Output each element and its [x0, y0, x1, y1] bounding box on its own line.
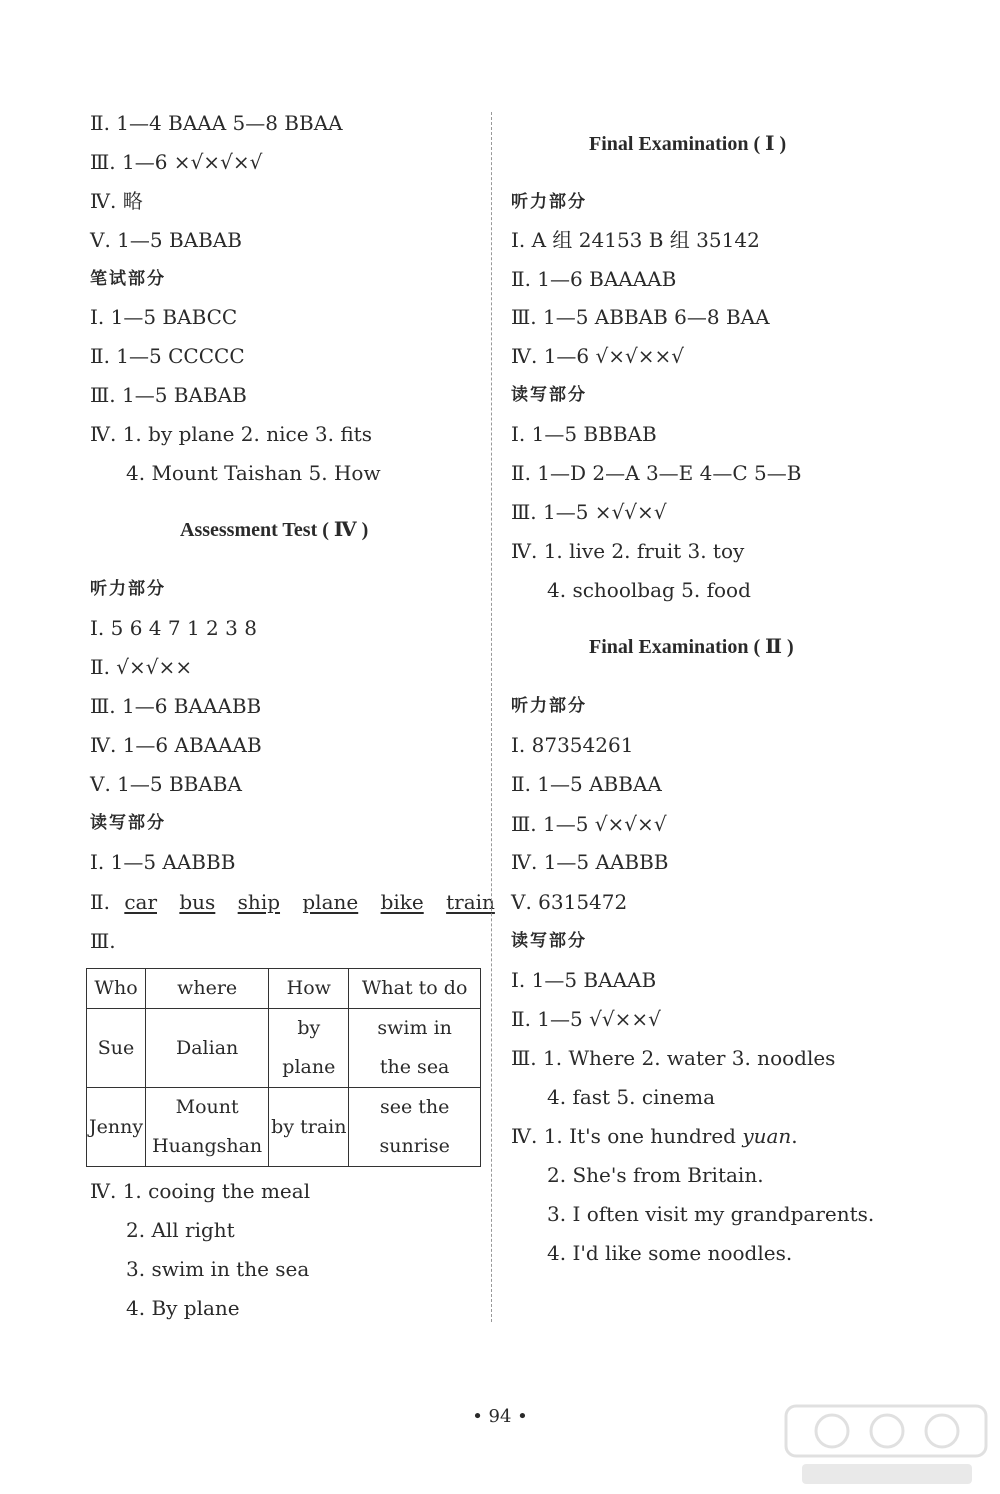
section-label: 读写部分	[511, 931, 587, 951]
section-heading: Assessment Test ( Ⅳ )	[180, 519, 369, 541]
italic-word: yuan	[742, 1124, 792, 1148]
table-row	[87, 1088, 481, 1167]
table-cell: What to do	[349, 969, 480, 1009]
answer-line: Ⅲ. 1—6 BAAABB	[90, 694, 262, 718]
answer-line: Ⅱ. 1—4 BAAA 5—8 BBAA	[90, 111, 343, 135]
section-label: 读写部分	[511, 385, 587, 405]
answer-line: Ⅲ. 1—5 √×√×√	[511, 812, 667, 836]
answer-line: 3. I often visit my grandparents.	[547, 1202, 875, 1226]
answer-line: Ⅰ. 1—5 BBBAB	[511, 422, 657, 446]
answer-line: Ⅱ. 1—D 2—A 3—E 4—C 5—B	[511, 461, 802, 485]
answer-line: 2. She's from Britain.	[547, 1163, 764, 1187]
answer-line: Ⅱ. 1—5 CCCCC	[90, 344, 245, 368]
section-label: 听力部分	[511, 192, 587, 212]
underlined-word: plane	[302, 890, 359, 914]
table-cell: Who	[87, 969, 146, 1009]
answer-line: Ⅳ. 1. live 2. fruit 3. toy	[511, 539, 745, 563]
answer-line: Ⅳ. 略	[90, 189, 143, 213]
section-label: 听力部分	[90, 579, 166, 599]
answer-line: Ⅰ. 5 6 4 7 1 2 3 8	[90, 616, 257, 640]
section-label: 读写部分	[90, 813, 166, 833]
answer-line: Ⅴ. 1—5 BABAB	[90, 228, 242, 252]
page-number: • 94 •	[472, 1406, 528, 1427]
answer-line: Ⅳ. 1—6 √×√××√	[511, 344, 685, 368]
table-cell: Sue	[87, 1009, 146, 1088]
answer-line: Ⅴ. 1—5 BBABA	[90, 772, 242, 796]
table-cell: Mount Huangshan	[146, 1088, 269, 1167]
table-cell: see the sunrise	[349, 1088, 480, 1167]
table-cell: where	[146, 969, 269, 1009]
answer-line: Ⅳ. 1. cooing the meal	[90, 1179, 311, 1203]
answer-line: Ⅱ. 1—6 BAAAAB	[511, 267, 677, 291]
underlined-word: train	[446, 890, 495, 914]
watermark-logo-icon	[782, 1400, 992, 1490]
table-cell: Jenny	[87, 1088, 146, 1167]
answer-line: Ⅰ. 87354261	[511, 733, 634, 757]
answer-line: Ⅳ. 1—6 ABAAAB	[90, 733, 262, 757]
answer-text: .	[791, 1124, 798, 1148]
answer-line: Ⅱ. 1—5 √√××√	[511, 1007, 661, 1031]
section-heading: Final Examination ( Ⅰ )	[589, 133, 787, 155]
answer-line: 4. fast 5. cinema	[547, 1085, 716, 1109]
table-cell: by train	[269, 1088, 349, 1167]
answer-line: Ⅰ. 1—5 BAAAB	[511, 968, 657, 992]
table-header-row	[87, 969, 481, 1009]
answer-line: 4. Mount Taishan 5. How	[126, 461, 381, 485]
underlined-word: bike	[380, 890, 424, 914]
table-cell: Dalian	[146, 1009, 269, 1088]
answer-line: Ⅴ. 6315472	[511, 890, 628, 914]
table-cell: by plane	[269, 1009, 349, 1088]
answer-line: Ⅲ.	[90, 929, 116, 953]
answer-line: Ⅳ. 1. by plane 2. nice 3. fits	[90, 422, 372, 446]
column-divider	[491, 112, 492, 1322]
answer-line: Ⅲ. 1—5 ×√√×√	[511, 500, 667, 524]
answer-line: Ⅲ. 1. Where 2. water 3. noodles	[511, 1046, 836, 1070]
answer-line: 2. All right	[126, 1218, 235, 1242]
answer-line: Ⅰ. A 组 24153 B 组 35142	[511, 228, 760, 252]
answer-line: 4. I'd like some noodles.	[547, 1241, 793, 1265]
table-cell: How	[269, 969, 349, 1009]
answer-line: Ⅲ. 1—6 ×√×√×√	[90, 150, 263, 174]
answer-line: 3. swim in the sea	[126, 1257, 310, 1281]
table-row	[87, 1009, 481, 1088]
answer-line: Ⅰ. 1—5 AABBB	[90, 850, 236, 874]
answer-line: 4. By plane	[126, 1296, 240, 1320]
answer-line: 4. schoolbag 5. food	[547, 578, 751, 602]
section-heading: Final Examination ( Ⅱ )	[589, 636, 794, 658]
answer-line: Ⅱ. 1—5 ABBAA	[511, 772, 662, 796]
item-number: Ⅱ.	[90, 890, 110, 914]
underlined-word: car	[124, 890, 157, 914]
answer-line: Ⅰ. 1—5 BABCC	[90, 305, 238, 329]
underlined-word: bus	[179, 890, 216, 914]
answer-line	[511, 1124, 798, 1148]
answer-line: Ⅲ. 1—5 ABBAB 6—8 BAA	[511, 305, 770, 329]
section-label: 笔试部分	[90, 269, 166, 289]
underlined-word: ship	[237, 890, 281, 914]
answer-table	[86, 968, 481, 1167]
answer-line-words	[90, 890, 495, 914]
answer-line: Ⅱ. √×√××	[90, 655, 193, 679]
answer-line: Ⅳ. 1—5 AABBB	[511, 850, 669, 874]
answer-line: Ⅲ. 1—5 BABAB	[90, 383, 247, 407]
answer-text: Ⅳ. 1. It's one hundred	[511, 1124, 736, 1148]
section-label: 听力部分	[511, 696, 587, 716]
table-cell: swim in the sea	[349, 1009, 480, 1088]
